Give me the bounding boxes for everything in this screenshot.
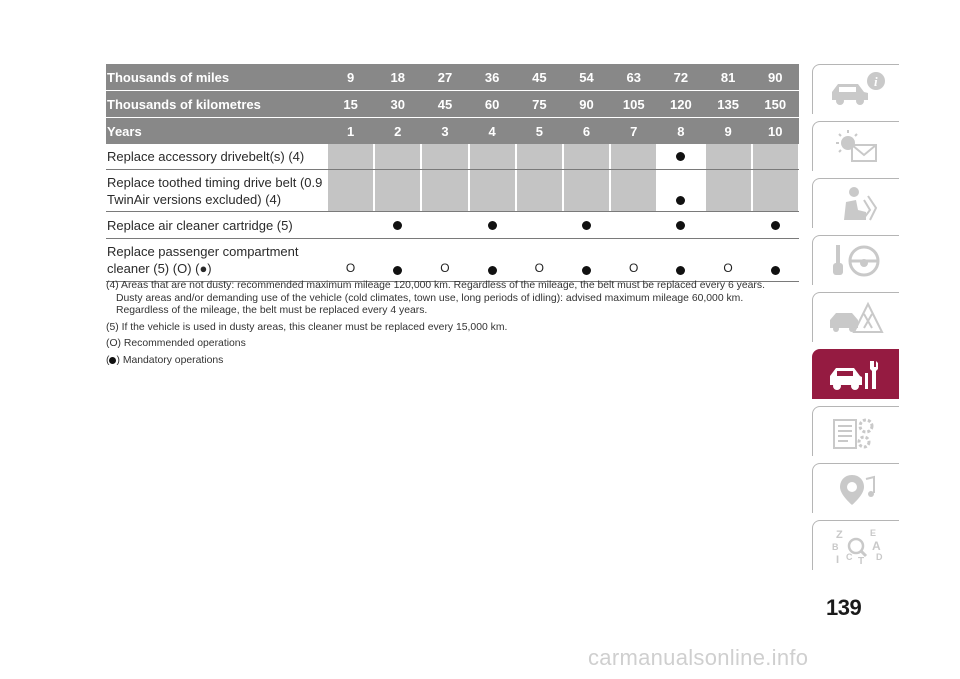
schedule-cell — [421, 239, 468, 281]
table-footnotes — [106, 280, 796, 372]
mandatory-dot-icon — [488, 221, 497, 230]
mandatory-dot-icon — [676, 221, 685, 230]
header-cell: 72 — [673, 69, 689, 85]
header-row — [106, 90, 799, 117]
schedule-cell — [327, 144, 374, 169]
header-cell: 27 — [437, 69, 453, 85]
schedule-cell — [657, 239, 704, 281]
svg-text:E: E — [870, 527, 877, 538]
schedule-cell — [657, 212, 704, 238]
header-cell: 75 — [532, 96, 547, 112]
schedule-cell — [610, 239, 657, 281]
header-cell: 45 — [532, 69, 547, 85]
header-cell: 3 — [441, 123, 449, 139]
header-cell: 60 — [484, 96, 500, 112]
svg-text:C: C — [846, 551, 853, 562]
header-cell: 9 — [346, 69, 355, 85]
legend-recommended: (O) Recommended operations — [106, 338, 246, 350]
schedule-cell — [752, 212, 799, 238]
header-row — [106, 117, 799, 144]
schedule-cell — [516, 212, 563, 238]
header-cell: 150 — [764, 96, 787, 112]
schedule-cell — [752, 239, 799, 281]
schedule-cell — [657, 144, 704, 169]
schedule-cell — [752, 170, 799, 211]
header-cell: 63 — [626, 69, 641, 85]
schedule-cell — [469, 239, 516, 281]
note-5: (5) If the vehicle is used in dusty areas, this cleaner must be replaced every 15,000 km. — [106, 321, 508, 333]
seat-airbag-icon — [824, 184, 888, 224]
schedule-cell — [469, 144, 516, 169]
header-cell: 7 — [630, 123, 638, 139]
schedule-cell — [657, 170, 704, 211]
tab-index[interactable] — [812, 520, 899, 570]
note-4 — [106, 280, 796, 318]
schedule-cell — [516, 170, 563, 211]
schedule-cell — [516, 239, 563, 281]
header-cell: 54 — [579, 69, 594, 85]
tab-emergency[interactable] — [812, 292, 899, 342]
chapter-tabs — [812, 64, 899, 577]
mandatory-dot-icon — [393, 266, 402, 275]
mandatory-dot-icon — [676, 266, 685, 275]
schedule-cell — [374, 144, 421, 169]
header-cell: 9 — [724, 123, 732, 139]
operation-label: Replace accessory drivebelt(s) (4) — [107, 149, 305, 164]
header-cell: 2 — [394, 123, 402, 139]
header-cell: 81 — [720, 69, 736, 85]
site-watermark: carmanualsonline.info — [588, 645, 809, 670]
svg-text:Z: Z — [836, 528, 843, 541]
legend-mandatory: ( ) Mandatory operations — [106, 354, 224, 366]
schedule-cell — [705, 212, 752, 238]
header-cell: 90 — [768, 69, 783, 85]
tab-knowing-your-car[interactable] — [812, 64, 899, 114]
schedule-cell — [610, 212, 657, 238]
mandatory-dot-icon — [488, 266, 497, 275]
note-4-line-2: Dusty areas and/or demanding use of the vehicle (cold climates, town use, long periods of idling): advised maximum mileage 60,000 km. Regardless of the mileage, the belt must be replaced every 4 years. — [116, 292, 744, 317]
schedule-cell — [705, 144, 752, 169]
schedule-cell — [516, 144, 563, 169]
tab-servicing-maintenance[interactable] — [812, 349, 899, 399]
header-label: Thousands of kilometres — [107, 96, 261, 112]
header-row — [106, 64, 799, 90]
schedule-cell — [563, 239, 610, 281]
schedule-cell — [421, 144, 468, 169]
header-cell: 6 — [582, 123, 591, 139]
recommended-mark: O — [345, 261, 356, 275]
table-row — [106, 170, 799, 212]
schedule-cell — [374, 170, 421, 211]
schedule-cell — [327, 239, 374, 281]
header-label: Thousands of miles — [107, 69, 230, 85]
operation-label: Replace air cleaner cartridge (5) — [107, 217, 293, 233]
header-cell: 30 — [390, 96, 406, 112]
specs-gears-icon — [824, 412, 888, 452]
tab-warning-lights[interactable] — [812, 121, 899, 171]
mandatory-dot-icon — [676, 152, 685, 161]
header-cell: 105 — [622, 96, 645, 112]
svg-text:i: i — [874, 73, 878, 89]
mandatory-dot-icon — [771, 266, 780, 275]
car-wrench-icon — [824, 355, 888, 395]
svg-text:T: T — [858, 555, 865, 566]
schedule-cell — [610, 170, 657, 211]
maintenance-schedule-table — [106, 64, 799, 282]
header-cell: 45 — [437, 96, 453, 112]
schedule-cell — [610, 144, 657, 169]
header-cell: 5 — [535, 123, 543, 139]
mandatory-dot-icon — [771, 221, 780, 230]
tab-multimedia[interactable] — [812, 463, 899, 513]
page-number: 139 — [826, 595, 862, 620]
recommended-mark: O — [534, 261, 545, 275]
tab-starting-driving[interactable] — [812, 235, 899, 285]
svg-text:A: A — [872, 538, 881, 553]
key-steering-wheel-icon — [824, 241, 888, 281]
svg-text:I: I — [836, 553, 840, 566]
schedule-cell — [563, 170, 610, 211]
multimedia-icon — [824, 469, 888, 509]
header-cell: 15 — [343, 96, 358, 112]
header-cell: 10 — [768, 123, 783, 139]
schedule-cell — [421, 212, 468, 238]
mandatory-dot-icon — [676, 196, 685, 205]
table-row — [106, 239, 799, 282]
header-cell: 1 — [346, 123, 355, 139]
operation-label: Replace passenger compartment cleaner (5) (O) (●) — [107, 244, 299, 276]
header-cell: 90 — [579, 96, 594, 112]
car-breakdown-icon — [824, 298, 888, 338]
mandatory-dot-icon — [582, 221, 591, 230]
tab-technical-specifications[interactable] — [812, 406, 899, 456]
schedule-cell — [469, 170, 516, 211]
table-row — [106, 144, 799, 170]
note-4-line-1: (4) Areas that are not dusty: recommended maximum mileage 120,000 km. Regardless of the mileage, the belt must be replaced every 6 years. — [106, 280, 765, 291]
svg-text:D: D — [876, 551, 883, 562]
svg-text:B: B — [832, 541, 839, 552]
tab-safety[interactable] — [812, 178, 899, 228]
header-cell: 36 — [484, 69, 500, 85]
recommended-mark: O — [723, 261, 733, 275]
warning-lights-icon — [824, 127, 888, 167]
mandatory-dot-icon — [582, 266, 591, 275]
recommended-mark: O — [440, 261, 450, 275]
header-cell: 8 — [677, 123, 685, 139]
header-cell: 135 — [717, 96, 739, 112]
schedule-cell — [563, 144, 610, 169]
schedule-cell — [374, 212, 421, 238]
header-cell: 120 — [670, 96, 692, 112]
mandatory-dot-icon — [393, 221, 402, 230]
header-label: Years — [107, 123, 142, 139]
schedule-cell — [752, 144, 799, 169]
header-cell: 18 — [390, 69, 406, 85]
schedule-cell — [705, 170, 752, 211]
recommended-mark: O — [629, 261, 639, 275]
schedule-cell — [421, 170, 468, 211]
schedule-cell — [374, 239, 421, 281]
schedule-cell — [705, 239, 752, 281]
alphabetical-index-icon — [824, 526, 888, 566]
table-row — [106, 212, 799, 239]
operation-label: Replace toothed timing drive belt (0.9 TwinAir versions excluded) (4) — [107, 175, 323, 207]
schedule-cell — [469, 212, 516, 238]
car-info-icon — [824, 70, 888, 110]
schedule-cell — [563, 212, 610, 238]
header-cell: 4 — [488, 123, 496, 139]
schedule-cell — [327, 170, 374, 211]
schedule-cell — [327, 212, 374, 238]
